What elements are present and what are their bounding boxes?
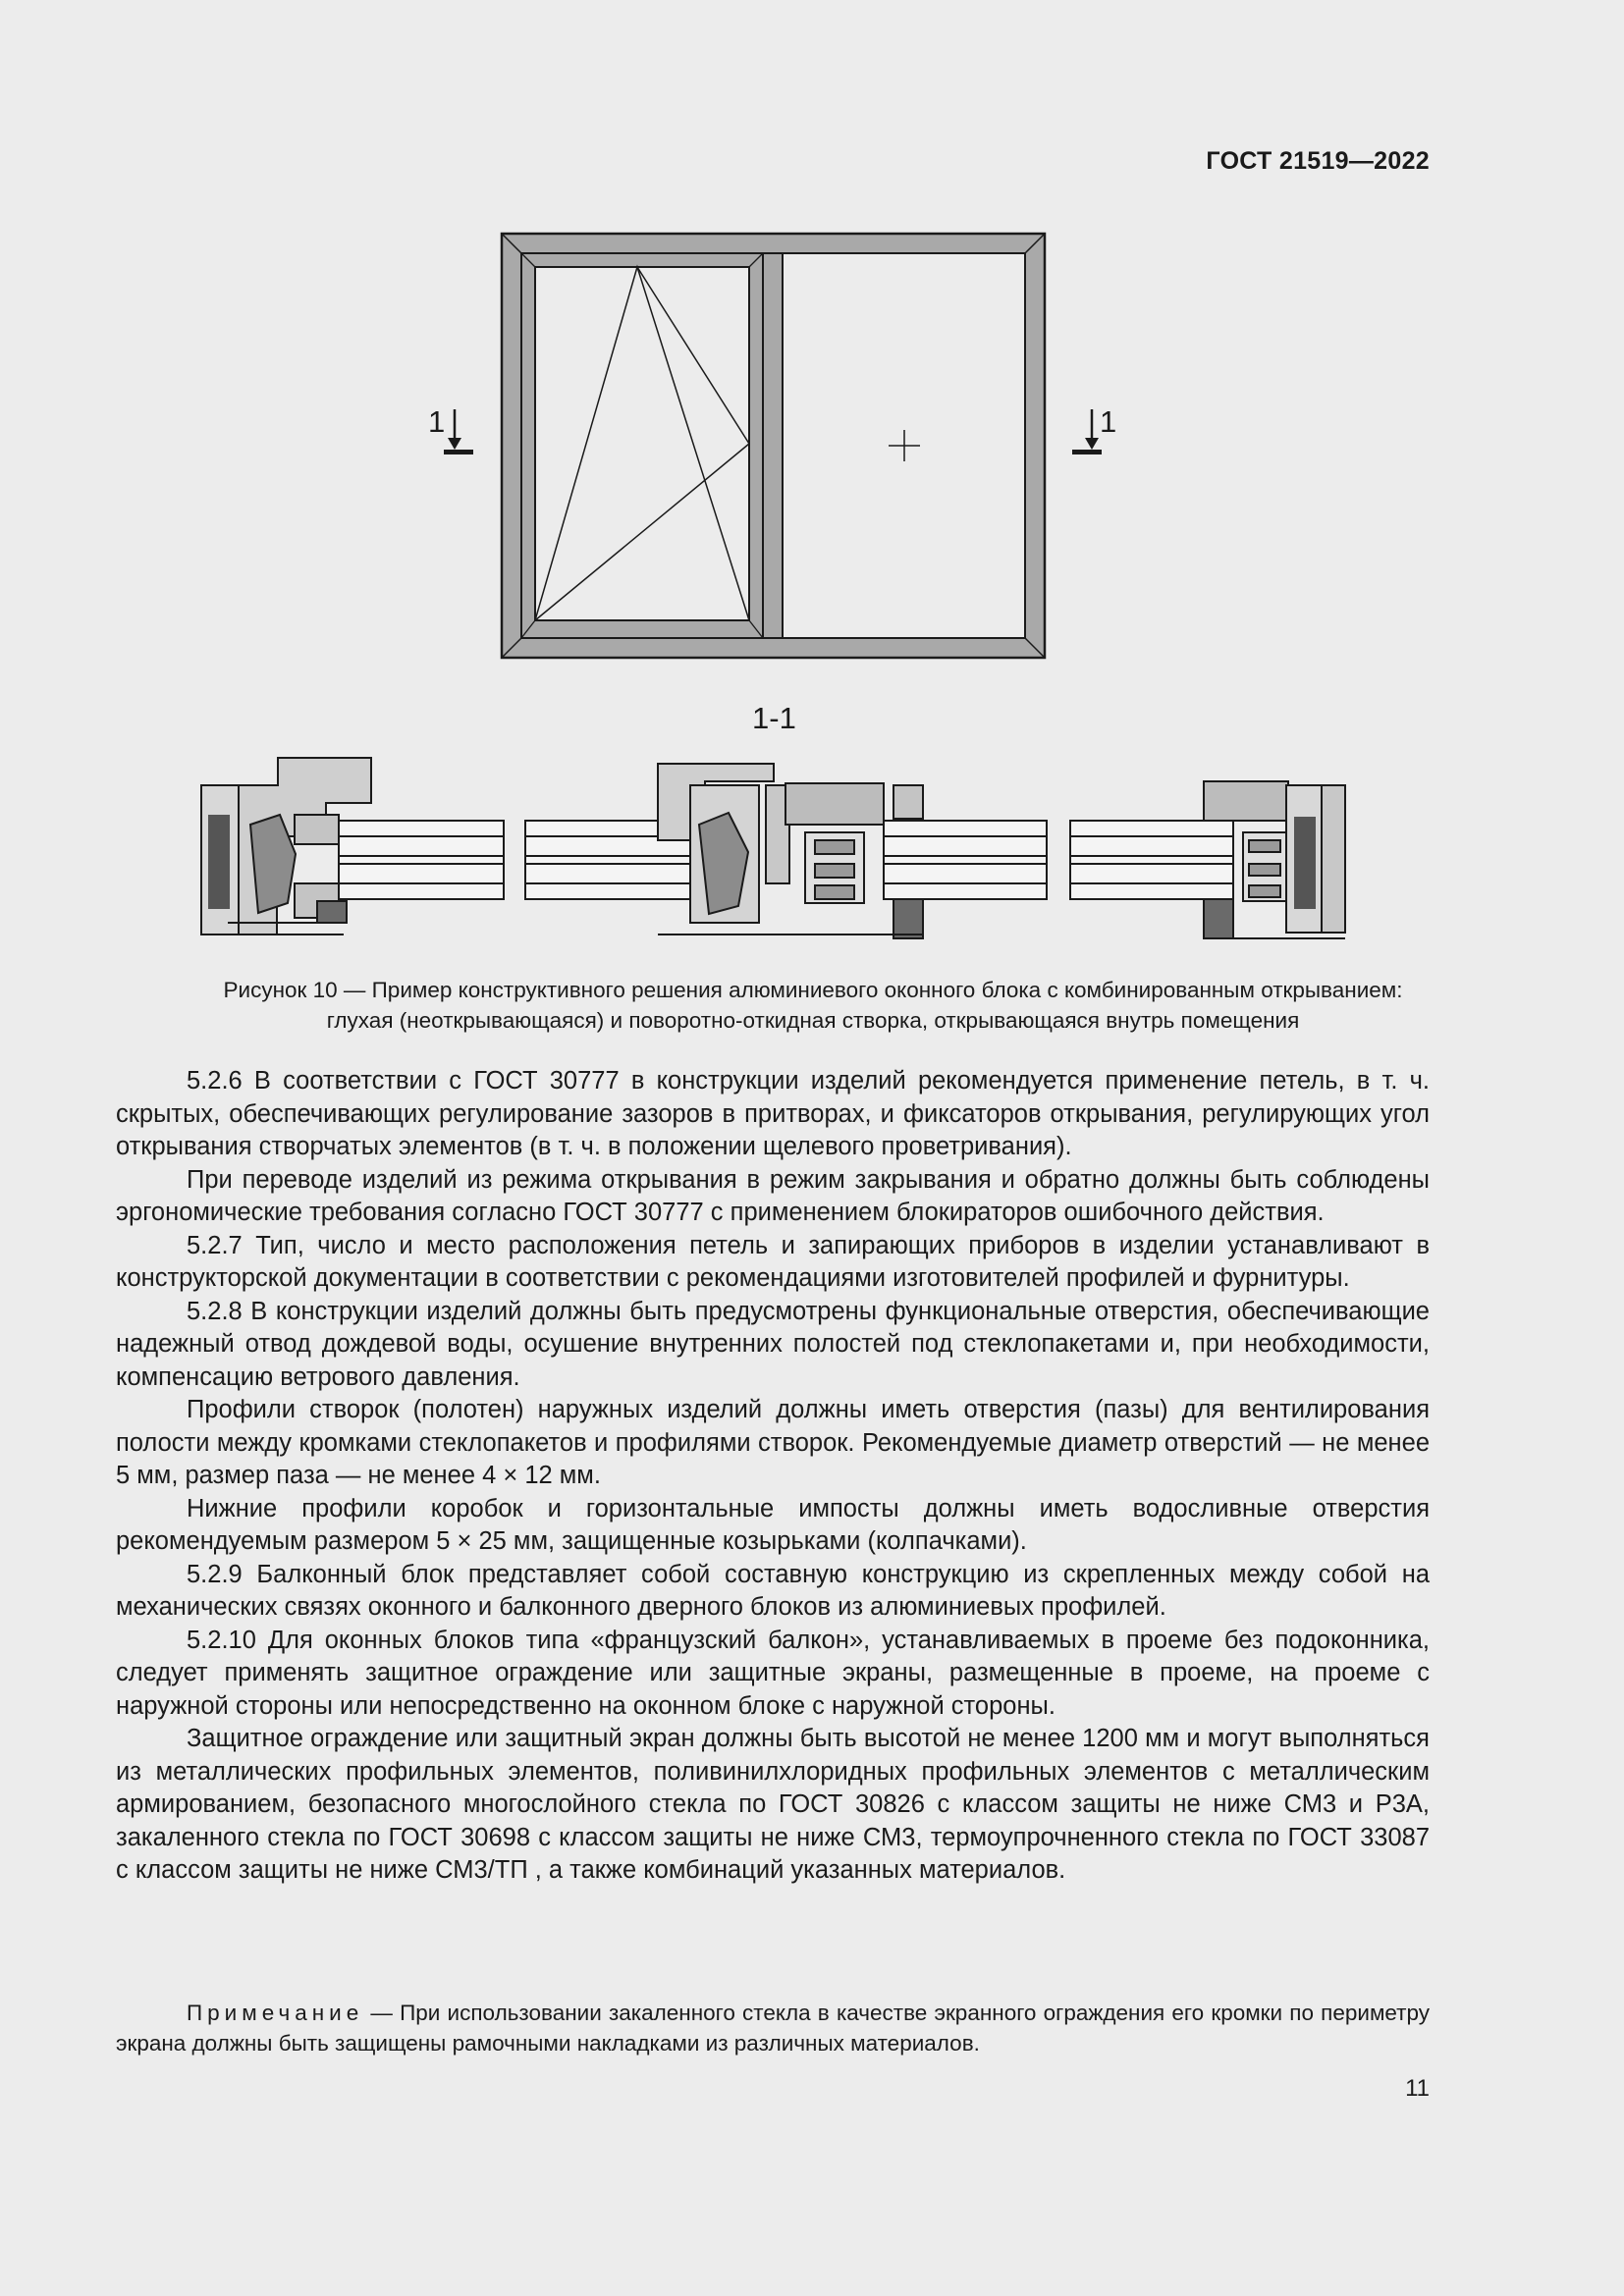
- paragraph-5-2-7: 5.2.7 Тип, число и место расположения петель и запирающих приборов в изделии устанавливают в конструкторской документации в соответствии с рекомендациями изготовителей профилей и фурнитуры.: [116, 1231, 1430, 1292]
- paragraph-5-2-8: 5.2.8 В конструкции изделий должны быть предусмотрены функциональные отверстия, обеспечивающие надежный отвод дождевой воды, осушение внутренних полостей под стеклопакетами и, при необходимости, компенсацию ветрового давления.: [116, 1297, 1430, 1391]
- section-mark-left: [428, 404, 473, 454]
- paragraph-drain-holes: Нижние профили коробок и горизонтальные импосты должны иметь водосливные отверстия рекомендуемым размером 5 × 25 мм, защищенные козырьками (колпачками).: [116, 1494, 1430, 1555]
- figure-caption-line-1: Рисунок 10 — Пример конструктивного решения алюминиевого оконного блока с комбинированным открыванием:: [223, 978, 1403, 1002]
- paragraph-ergonomics: При переводе изделий из режима открывания в режим закрывания и обратно должны быть соблюдены эргономические требования согласно ГОСТ 30777 с применением блокираторов ошибочного действия.: [116, 1165, 1430, 1226]
- note-label: Примечание: [187, 2001, 364, 2025]
- figure-caption-line-2: глухая (неоткрывающаяся) и поворотно-откидная створка, открывающаяся внутрь помещения: [326, 1008, 1300, 1033]
- paragraph-protective-screen: Защитное ограждение или защитный экран должны быть высотой не менее 1200 мм и могут выполняться из металлических профильных элементов, поливинилхлоридных профильных элементов с металлическим армированием, безопасного многослойного стекла по ГОСТ 30826 с классом защиты не ниже СМ3 и Р3А, закаленного стекла по ГОСТ 30698 с классом защиты не ниже СМ3, термоупрочненного стекла по ГОСТ 33087 с классом защиты не ниже СМ3/ТП , а также комбинаций указанных материалов.: [116, 1725, 1430, 1884]
- window-elevation: [502, 234, 1045, 658]
- cross-section-drawing: [201, 758, 1345, 938]
- section-label: 1-1: [752, 701, 796, 735]
- figure-caption: [98, 975, 1528, 1036]
- body-text: [116, 1065, 1430, 1888]
- glass-unit-right-a: [884, 821, 1047, 899]
- section-mark-right-label: 1: [1100, 404, 1117, 439]
- glass-unit-left: [339, 821, 504, 899]
- window-figure: [0, 0, 1624, 962]
- paragraph-5-2-6: 5.2.6 В соответствии с ГОСТ 30777 в конструкции изделий рекомендуется применение петель, в т. ч. скрытых, обеспечивающих регулирование зазоров в притворах, и фиксаторов открывания, регулирующих угол открывания створчатых элементов (в т. ч. в положении щелевого проветривания).: [116, 1067, 1430, 1160]
- note-text: — При использовании закаленного стекла в качестве экранного ограждения его кромки по периметру экрана должны быть защищены рамочными накладками из различных материалов.: [116, 2001, 1430, 2056]
- section-mark-left-label: 1: [428, 404, 446, 439]
- document-header: ГОСТ 21519—2022: [1206, 147, 1430, 175]
- page-number: 11: [1405, 2075, 1430, 2102]
- note: [116, 1998, 1430, 2058]
- paragraph-sash-vents: Профили створок (полотен) наружных изделий должны иметь отверстия (пазы) для вентилирования полости между кромками стеклопакетов и профилями створок. Рекомендуемые диаметр отверстий — не менее 5 мм, размер паза — не менее 4 × 12 мм.: [116, 1396, 1430, 1489]
- glass-unit-right-b: [1070, 821, 1233, 899]
- paragraph-5-2-10: 5.2.10 Для оконных блоков типа «французский балкон», устанавливаемых в проеме без подоконника, следует применять защитное ограждение или защитные экраны, размещенные в проеме, на проеме с наружной стороны или непосредственно на оконном блоке с наружной стороны.: [116, 1626, 1430, 1720]
- paragraph-5-2-9: 5.2.9 Балконный блок представляет собой составную конструкцию из скрепленных между собой на механических связях оконного и балконного дверного блоков из алюминиевых профилей.: [116, 1560, 1430, 1621]
- section-mark-right: [1072, 404, 1116, 454]
